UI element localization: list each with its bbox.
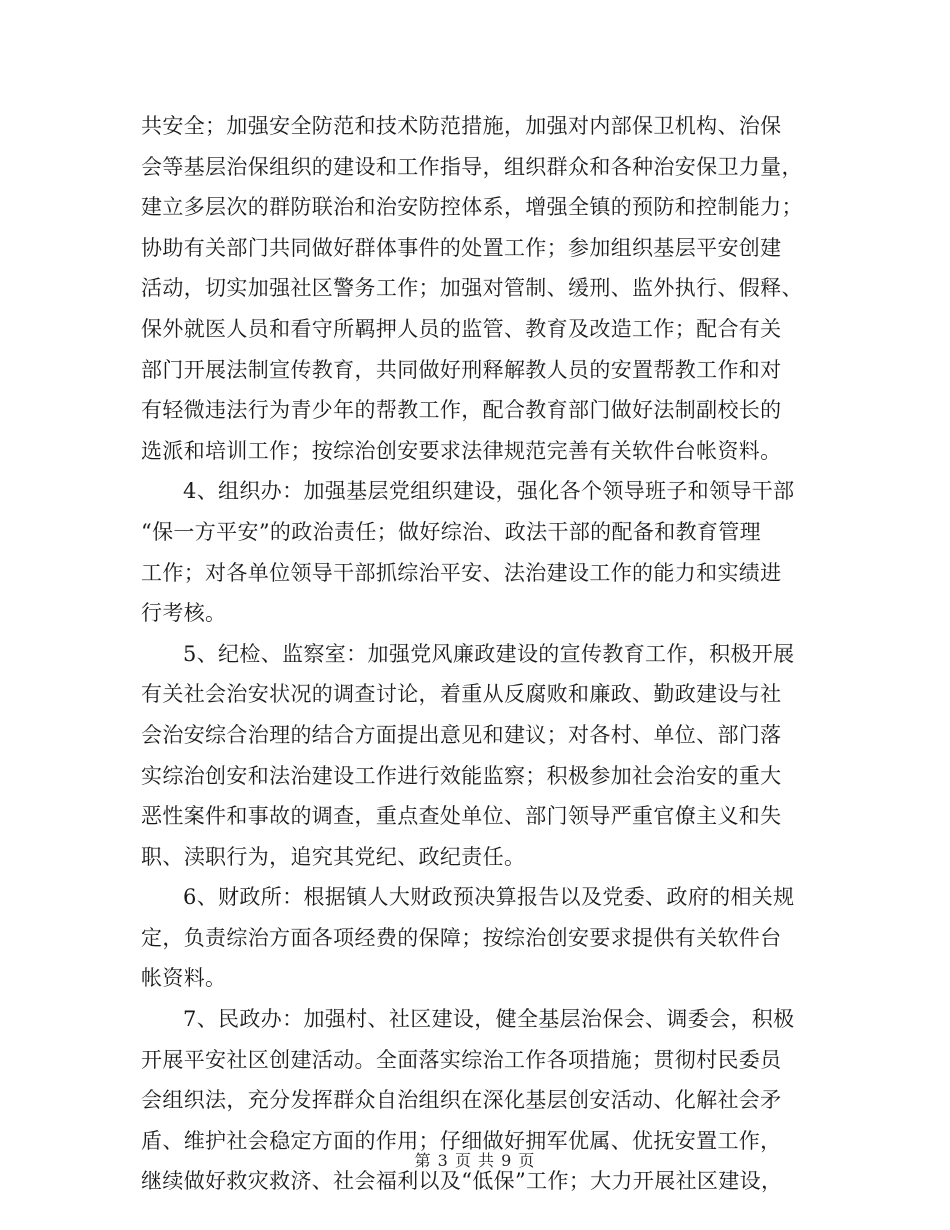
text-line: 7、民政办：加强村、社区建设，健全基层治保会、调委会，积极 xyxy=(183,1007,795,1032)
text-line: 建立多层次的群防联治和治安防控体系，增强全镇的预防和控制能力； xyxy=(141,195,803,220)
page-number-footer: 第 3 页 共 9 页 xyxy=(414,1151,536,1170)
text-line: 实综治创安和法治建设工作进行效能监察；积极参加社会治安的重大 xyxy=(141,763,782,788)
text-line: 部门开展法制宣传教育，共同做好刑释解教人员的安置帮教工作和对 xyxy=(141,357,782,382)
text-line: 帐资料。 xyxy=(141,966,227,991)
text-line: 选派和培训工作；按综治创安要求法律规范完善有关软件台帐资料。 xyxy=(141,438,782,463)
text-line: 继续做好救灾救济、社会福利以及“低保”工作；大力开展社区建设， xyxy=(141,1169,783,1194)
text-line: 活动，切实加强社区警务工作；加强对管制、缓刑、监外执行、假释、 xyxy=(141,276,803,301)
text-line: “保一方平安”的政治责任；做好综治、政法干部的配备和教育管理 xyxy=(141,519,761,544)
text-line: 工作；对各单位领导干部抓综治平安、法治建设工作的能力和实绩进 xyxy=(141,560,782,585)
document-body xyxy=(141,106,809,1202)
text-line: 4、组织办：加强基层党组织建设，强化各个领导班子和领导干部 xyxy=(183,479,795,504)
text-line: 协助有关部门共同做好群体事件的处置工作；参加组织基层平安创建 xyxy=(141,235,782,260)
text-line: 会组织法，充分发挥群众自治组织在深化基层创安活动、化解社会矛 xyxy=(141,1088,782,1113)
text-line: 有轻微违法行为青少年的帮教工作，配合教育部门做好法制副校长的 xyxy=(141,398,782,423)
text-line: 定，负责综治方面各项经费的保障；按综治创安要求提供有关软件台 xyxy=(141,925,782,950)
text-line: 开展平安社区创建活动。全面落实综治工作各项措施；贯彻村民委员 xyxy=(141,1047,782,1072)
text-line: 职、渎职行为，追究其党纪、政纪责任。 xyxy=(141,844,526,869)
text-line: 会等基层治保组织的建设和工作指导，组织群众和各种治安保卫力量， xyxy=(141,154,803,179)
text-line: 盾、维护社会稳定方面的作用；仔细做好拥军优属、优抚安置工作， xyxy=(141,1128,782,1153)
text-line: 6、财政所：根据镇人大财政预决算报告以及党委、政府的相关规 xyxy=(183,885,795,910)
text-line: 会治安综合治理的结合方面提出意见和建议；对各村、单位、部门落 xyxy=(141,722,782,747)
text-line: 有关社会治安状况的调查讨论，着重从反腐败和廉政、勤政建设与社 xyxy=(141,682,782,707)
text-line: 5、纪检、监察室：加强党风廉政建设的宣传教育工作，积极开展 xyxy=(183,641,795,666)
text-line: 保外就医人员和看守所羁押人员的监管、教育及改造工作；配合有关 xyxy=(141,316,782,341)
text-line: 行考核。 xyxy=(141,601,227,626)
text-line: 共安全；加强安全防范和技术防范措施，加强对内部保卫机构、治保 xyxy=(141,114,782,138)
text-line: 恶性案件和事故的调查，重点查处单位、部门领导严重官僚主义和失 xyxy=(141,804,782,829)
